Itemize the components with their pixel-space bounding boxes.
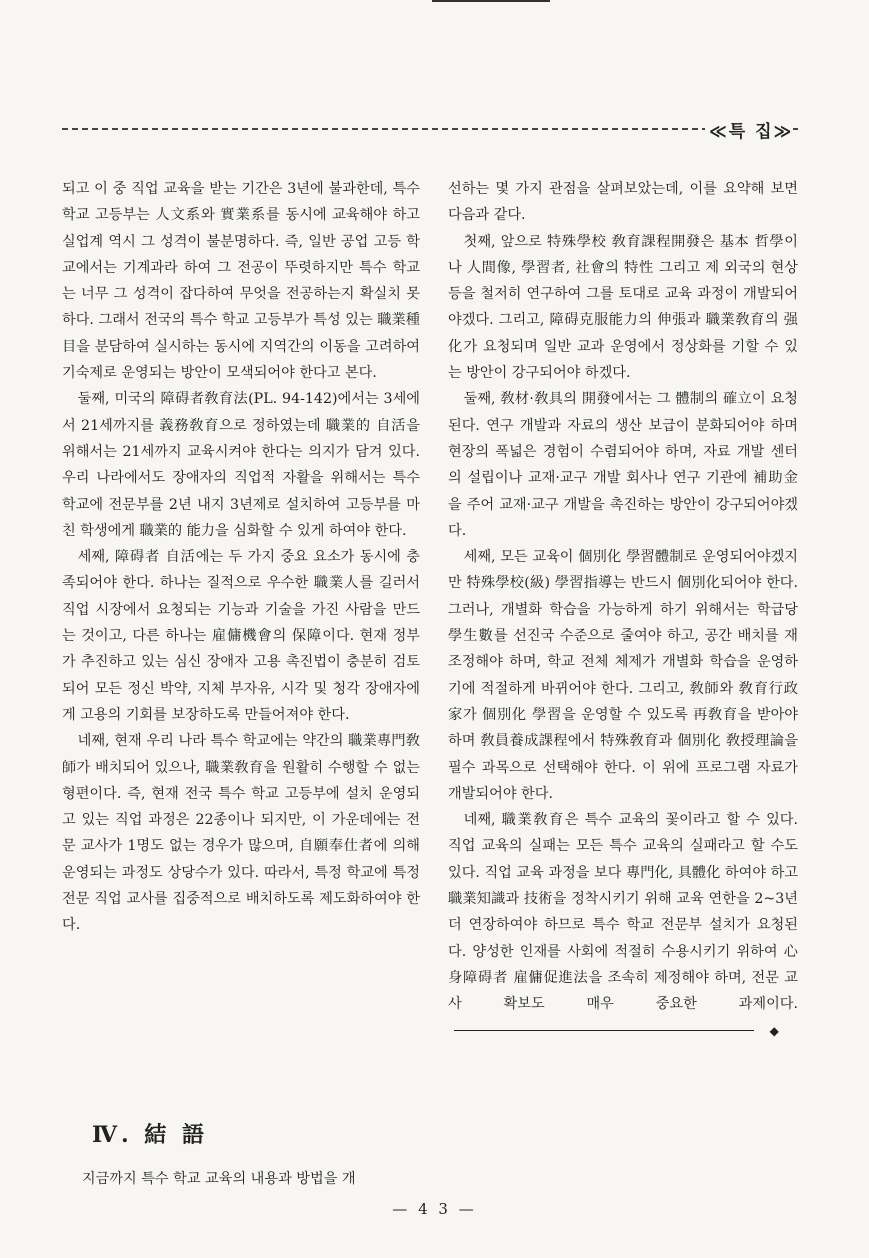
conclusion-text: 지금까지 특수 학교 교육의 내용과 방법을 개 — [81, 1171, 356, 1187]
paragraph-last — [448, 807, 798, 1044]
paragraph: 세째, 障碍者 自活에는 두 가지 중요 요소가 동시에 충족되어야 한다. 하나는 질적으로 우수한 職業人를 길러서 직업 시장에서 요청되는 기능과 기술을 가진 사람을 만드는 것이고, 다른 하나는 雇傭機會의 保障이다. 현재 정부가 추진하고 있는 심신 장애자 고용 촉진법이 충분히 검토되어 모든 정신 박약, 지체 부자유, 시각 및 청각 장애자에게 고용의 기회를 보장하도록 만들어져야 한다. — [62, 549, 420, 723]
paragraph: 네째, 현재 우리 나라 특수 학교에는 약간의 職業專門敎師가 배치되어 있으나, 職業敎育을 원활히 수행할 수 없는 형편이다. 즉, 현재 전국 특수 학교 고등부에 설치 운영되고 있는 직업 과정은 22종이나 되지만, 이 가운데에는 전문 교사가 1명도 없는 경우가 많으며, 自願奉仕者에 의해 운영되는 과정도 상당수가 있다. 따라서, 특정 학교에 특정 전문 직업 교사를 집중적으로 배치하도록 제도화하여야 한다. — [62, 733, 420, 934]
end-mark-icon: ◆ — [769, 1023, 779, 1038]
end-rule — [454, 1030, 754, 1031]
paragraph: 선하는 몇 가지 관점을 살펴보았는데, 이를 요약해 보면 다음과 같다. — [448, 181, 798, 224]
section-heading: Ⅳ. 結 語 — [92, 1122, 208, 1148]
paragraph: 되고 이 중 직업 교육을 받는 기간은 3년에 불과한데, 특수 학교 고등부는 人文系와 實業系를 동시에 교육해야 하고 실업계 역시 그 성격이 불분명하다. 즉, 일반 공업 고등 학교에서는 기계과라 하여 그 전공이 뚜렷하지만 특수 학교는 너무 그 성격이 잡다하여 무엇을 전공하는지 확실치 못하다. 그래서 전국의 특수 학교 고등부가 특성 있는 職業種目을 분담하여 실시하는 동시에 지역간의 이동을 고려하여 기숙제로 운영되는 방안이 모색되어야 한다고 본다. — [62, 181, 420, 382]
paragraph: 세째, 모든 교육이 個別化 學習體制로 운영되어야겠지만 特殊學校(級) 學習指導는 반드시 個別化되어야 한다. 그러나, 개별화 학습을 가능하게 하기 위해서는 학급당 學生數를 선진국 수준으로 줄여야 하고, 공간 배치를 재조정해야 하며, 학교 전체 체제가 개별화 학습을 운영하기에 적절하게 바뀌어야 한다. 그리고, 敎師와 敎育行政家가 個別化 學習을 운영할 수 있도록 再敎育을 받아야 하며 敎員養成課程에서 特殊敎育과 個別化 敎授理論을 필수 과목으로 선택해야 한다. 이 위에 프로그램 자료가 개발되어야 한다. — [448, 549, 798, 802]
paragraph: 둘째, 敎材·敎具의 開發에서는 그 體制의 確立이 요청된다. 연구 개발과 자료의 생산 보급이 분화되어야 하며 현장의 폭넓은 경험이 수렴되어야 하며, 자료 개발 센터의 설립이나 교재·교구 개발 회사나 연구 기관에 補助金을 주어 교재·교구 개발을 촉진하는 방안이 강구되어야겠다. — [448, 391, 798, 539]
right-column — [448, 176, 798, 1044]
paragraph: 둘째, 미국의 障碍者敎育法(PL. 94-142)에서는 3세에서 21세까지를 義務敎育으로 정하였는데 職業的 自活을 위해서는 21세까지 교육시켜야 한다는 의지가 담겨 있다. 우리 나라에서도 장애자의 직업적 자활을 위해서는 특수 학교에 전문부를 2년 내지 3년제로 설치하여 고등부를 마친 학생에게 職業的 能力을 심화할 수 있게 하여야 한다. — [62, 391, 420, 539]
page-number: — 4 3 — — [392, 1200, 477, 1218]
left-column — [62, 176, 420, 939]
section-tag: ≪특 집≫ — [705, 117, 793, 142]
header-dashed-rule — [62, 128, 798, 130]
paragraph-text: 네째, 職業敎育은 특수 교육의 꽃이라고 할 수 있다. 직업 교육의 실패는 모든 특수 교육의 실패라고 할 수도 있다. 직업 교육 과정을 보다 專門化, 具體化 하여야 하고 職業知識과 技術을 정착시키기 위해 교육 연한을 2~3년 더 연장하여야 하므로 특수 학교 전문부 설치가 요청된다. 양성한 인재를 사회에 적절히 수용시키기 위하여 心身障碍者 雇傭促進法을 조속히 제정해야 하며, 전문 교사 확보도 매우 중요한 과제이다. — [448, 812, 798, 1013]
top-rule — [432, 0, 550, 2]
paragraph: 첫째, 앞으로 特殊學校 敎育課程開發은 基本 哲學이나 人間像, 學習者, 社會의 特性 그리고 제 외국의 현상 등을 철저히 연구하여 그를 토대로 교육 과정이 개발되어야겠다. 그리고, 障碍克服能力의 伸張과 職業敎育의 强化가 요청되며 일반 교과 운영에서 정상화를 기할 수 있는 방안이 강구되어야 하겠다. — [448, 233, 798, 382]
